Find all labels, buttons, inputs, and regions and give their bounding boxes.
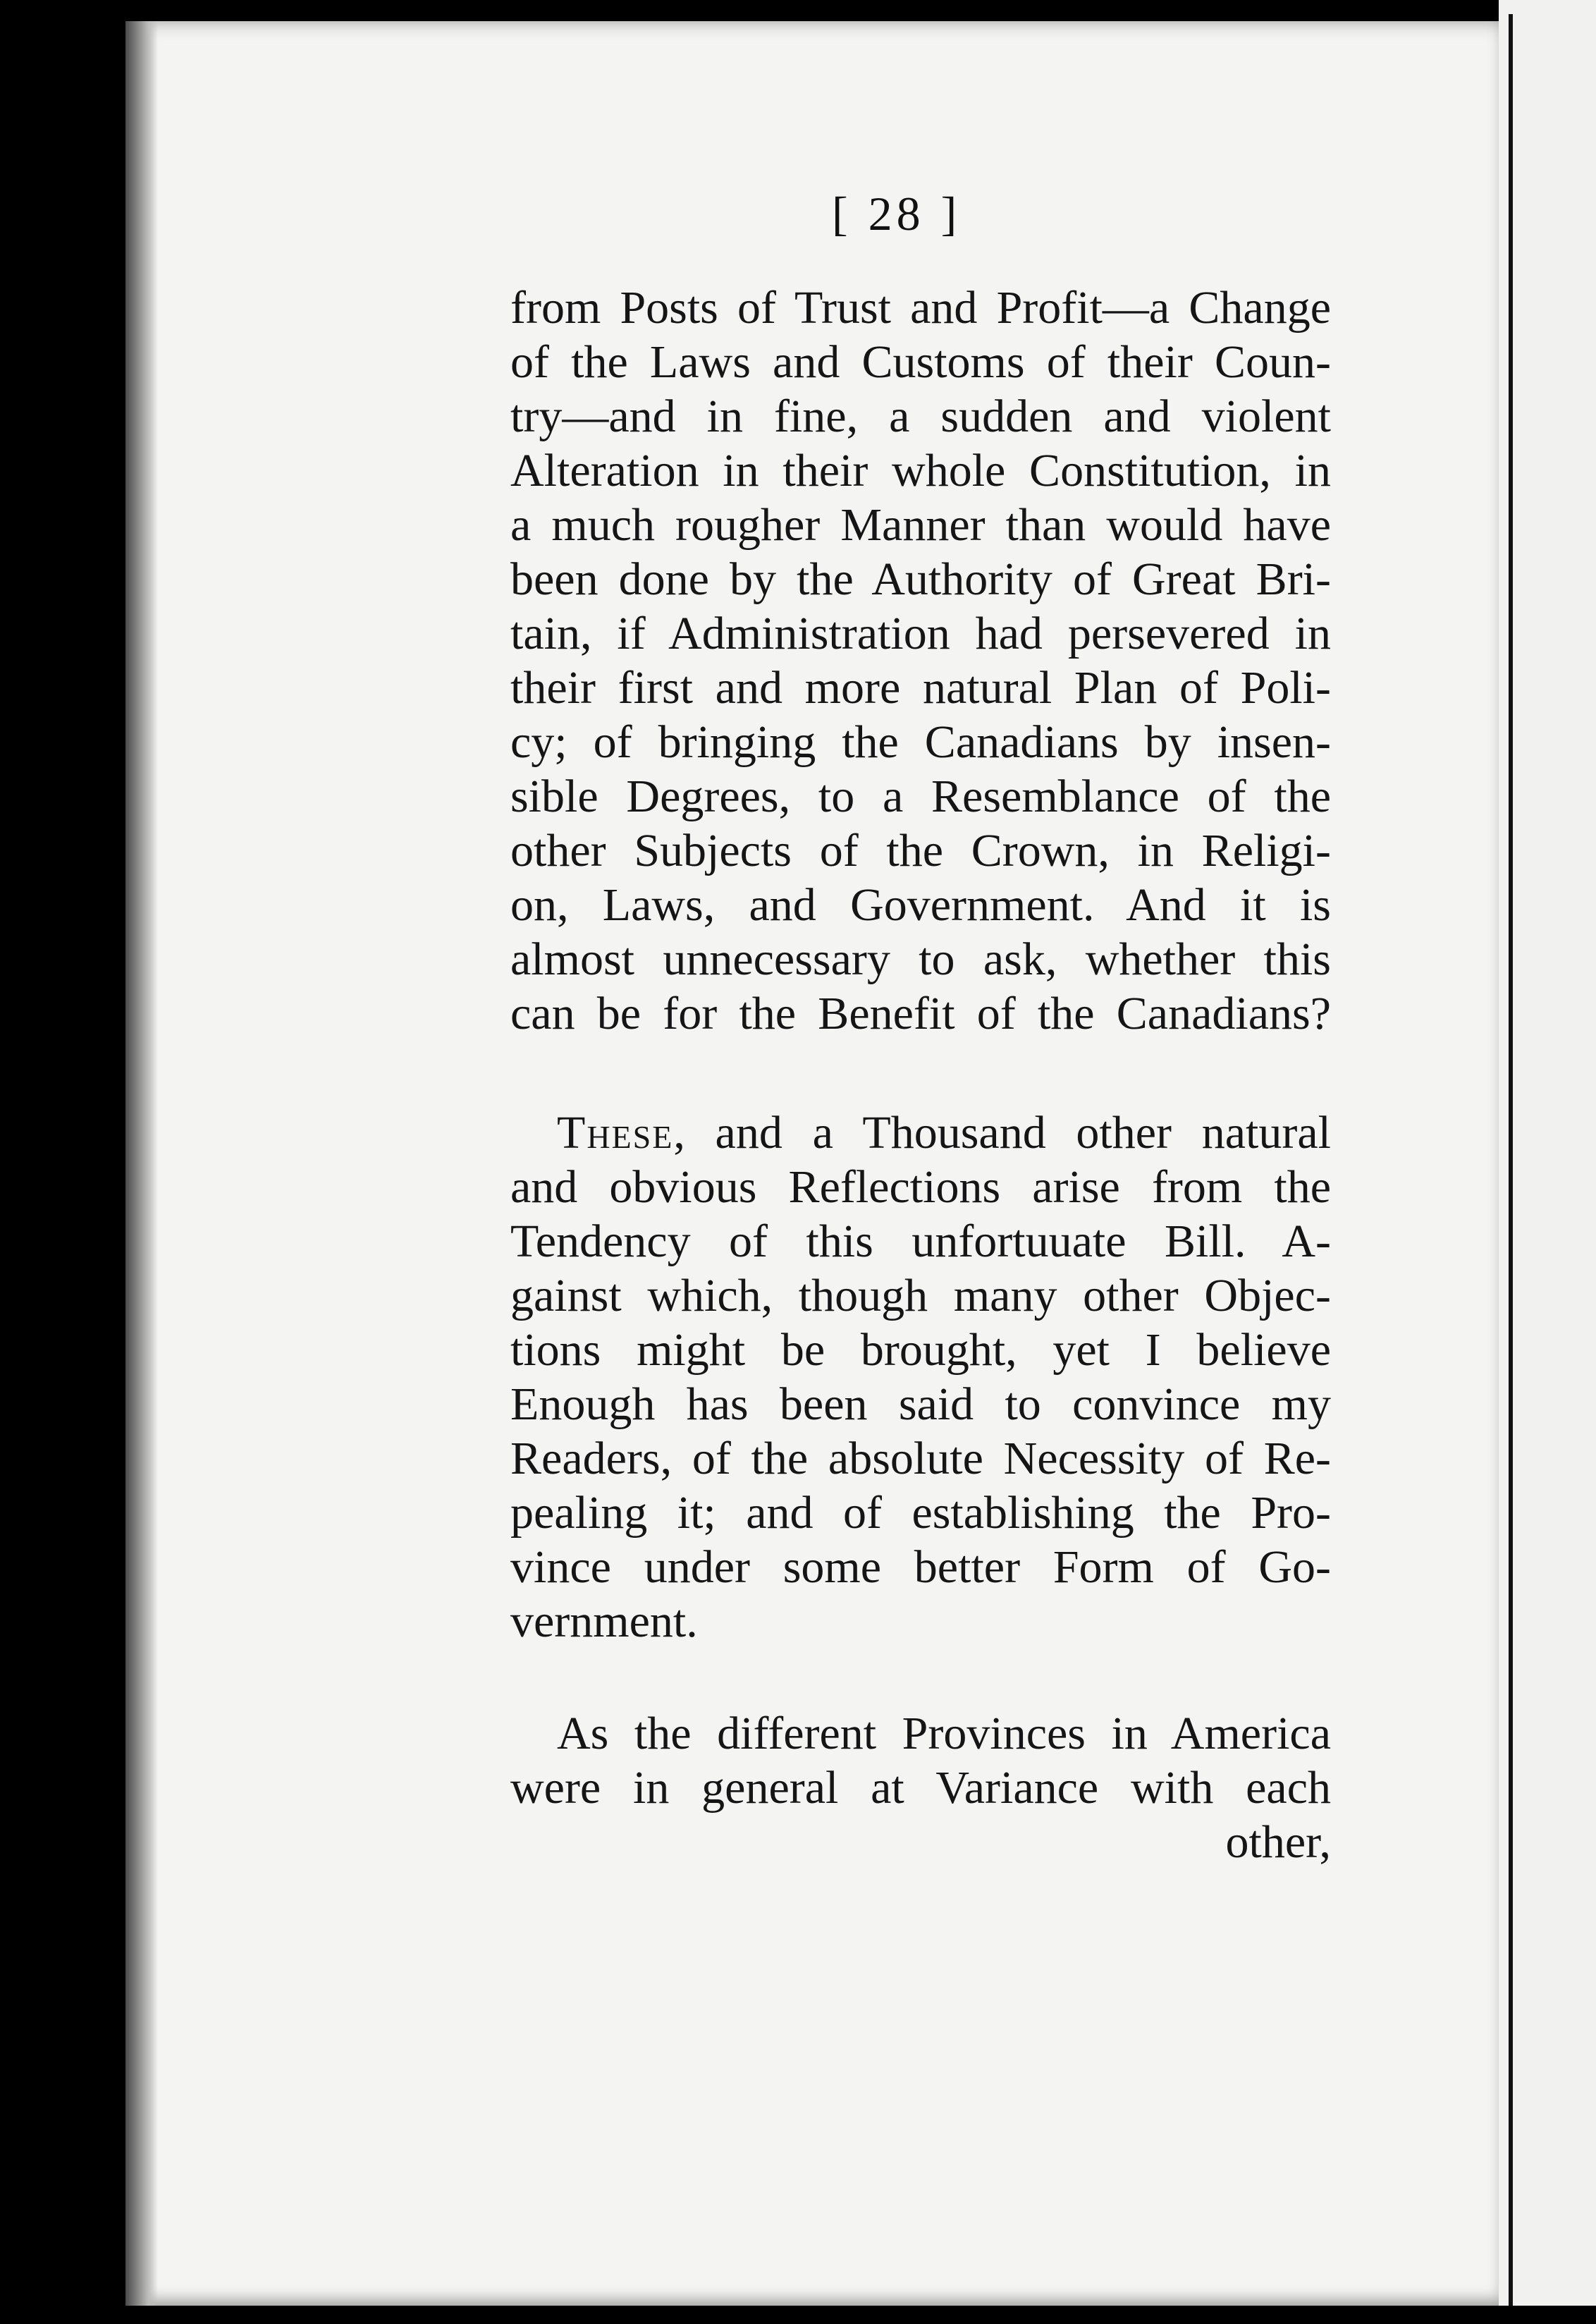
- text-line: pealing it; and of establishing the Pro-: [510, 1487, 1331, 1539]
- text-line: almost unnecessary to ask, whether this: [510, 934, 1331, 985]
- paragraph-1: [510, 281, 1331, 1041]
- page-gutter-shadow: [125, 21, 158, 2306]
- text-line: vernment.: [510, 1596, 698, 1647]
- text-line: a much rougher Manner than would have: [510, 499, 1331, 551]
- text-line: Readers, of the absolute Necessity of Re-: [510, 1433, 1331, 1484]
- paragraph-3: [510, 1706, 1331, 1869]
- text-line: were in general at Variance with each: [510, 1762, 1331, 1814]
- text-line: from Posts of Trust and Profit—a Change: [510, 282, 1331, 334]
- text-line: Alteration in their whole Constitution, in: [510, 445, 1331, 496]
- catchword: other,: [1225, 1816, 1331, 1868]
- text-line: tions might be brought, yet I believe: [510, 1324, 1331, 1376]
- text-line: on, Laws, and Government. And it is: [510, 879, 1331, 931]
- text-line: Enough has been said to convince my: [510, 1378, 1331, 1430]
- text-line: gainst which, though many other Objec-: [510, 1270, 1331, 1321]
- text-line: try—and in fine, a sudden and violent: [510, 391, 1331, 442]
- page-edge-line: [1509, 14, 1513, 2306]
- lead-word: These: [557, 1107, 674, 1158]
- text-line: can be for the Benefit of the Canadians?: [510, 988, 1331, 1039]
- text-line: vince under some better Form of Go-: [510, 1541, 1331, 1593]
- text-line: cy; of bringing the Canadians by insen-: [510, 716, 1331, 768]
- text-line: Tendency of this unfortuuate Bill. A-: [510, 1216, 1331, 1267]
- text-line: other Subjects of the Crown, in Religi-: [510, 825, 1331, 876]
- text-line: As the different Provinces in America: [557, 1708, 1331, 1759]
- facing-page-edge: [1499, 0, 1596, 2324]
- scan-border: [0, 2306, 1596, 2324]
- text-line: their first and more natural Plan of Poli-: [510, 662, 1331, 714]
- text-line: and obvious Reflections arise from the: [510, 1161, 1331, 1213]
- text-line: of the Laws and Customs of their Coun-: [510, 336, 1331, 388]
- text-line: sible Degrees, to a Resemblance of the: [510, 771, 1331, 822]
- page-number-header: [ 28 ]: [832, 187, 962, 240]
- text-line: tain, if Administration had persevered in: [510, 608, 1331, 659]
- paragraph-2: [510, 1106, 1331, 1649]
- text-line-first: [510, 1106, 1331, 1160]
- first-line-rest: , and a Thousand other natural: [673, 1107, 1331, 1158]
- text-line: been done by the Authority of Great Bri-: [510, 554, 1331, 605]
